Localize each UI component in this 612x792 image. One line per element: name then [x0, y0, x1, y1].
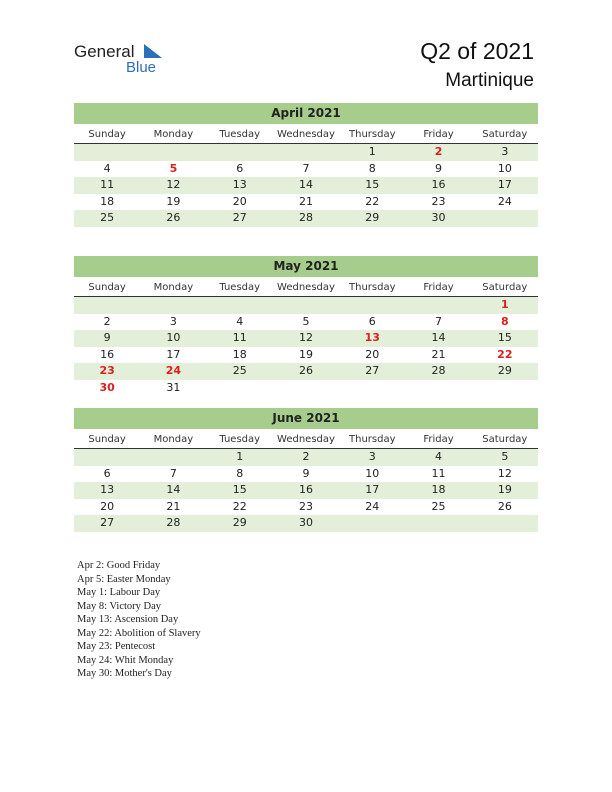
page-title: Q2 of 2021: [420, 38, 534, 64]
day-cell: 13: [232, 178, 247, 191]
day-cell: 8: [501, 314, 509, 328]
day-cell: [273, 297, 339, 314]
weekday-label: Monday: [153, 434, 194, 445]
day-cell: [207, 380, 273, 397]
day-cell: 1: [501, 298, 509, 311]
week-row: [74, 144, 538, 161]
day-cell: [405, 515, 471, 532]
day-cell: 9: [302, 466, 310, 480]
month-title: May 2021: [74, 256, 538, 277]
weekday-label: Monday: [153, 129, 194, 140]
holiday-item: May 23: Pentecost: [77, 641, 156, 652]
holiday-list: [77, 559, 377, 681]
month-title: June 2021: [74, 408, 538, 429]
weekday-label: Wednesday: [277, 129, 335, 140]
day-cell: 30: [298, 516, 313, 529]
week-row: [74, 363, 538, 380]
weekday-label: Wednesday: [277, 282, 335, 293]
day-cell: 23: [431, 194, 446, 208]
month-title: April 2021: [74, 103, 538, 124]
month-1: [74, 256, 538, 396]
weekday-label: Monday: [153, 282, 194, 293]
weekday-label: Tuesday: [219, 129, 261, 140]
day-cell: 9: [435, 161, 443, 175]
day-cell: 22: [365, 194, 380, 208]
day-cell: [472, 210, 538, 227]
holiday-item: May 30: Mother's Day: [77, 668, 172, 679]
day-cell: 2: [302, 450, 310, 463]
day-cell: 23: [99, 364, 115, 377]
day-cell: 29: [365, 211, 380, 224]
day-cell: 2: [103, 314, 111, 328]
day-cell: 22: [497, 347, 513, 361]
day-cell: [339, 380, 405, 397]
day-cell: 17: [365, 483, 380, 496]
day-cell: 12: [166, 178, 181, 191]
day-cell: 26: [166, 211, 181, 224]
week-row: [74, 210, 538, 227]
weekday-label: Friday: [423, 434, 454, 445]
weekday-label: Thursday: [349, 434, 396, 445]
day-cell: 18: [232, 347, 247, 361]
day-cell: 19: [298, 347, 313, 361]
day-cell: 16: [298, 483, 313, 496]
day-cell: [140, 297, 206, 314]
holiday-item: May 8: Victory Day: [77, 600, 162, 612]
week-row: [74, 297, 538, 314]
day-cell: [472, 380, 538, 397]
week-row: [74, 347, 538, 364]
day-cell: 21: [298, 194, 313, 208]
weekday-header-row: [74, 279, 538, 297]
day-cell: 7: [302, 161, 310, 175]
day-cell: 3: [169, 314, 177, 328]
day-cell: 15: [232, 483, 247, 496]
day-cell: 3: [368, 450, 376, 463]
day-cell: 6: [103, 466, 111, 480]
day-cell: 10: [365, 466, 380, 480]
day-cell: [472, 515, 538, 532]
day-cell: [207, 144, 273, 161]
month-2: [74, 408, 538, 532]
weekday-label: Sunday: [88, 434, 126, 445]
day-cell: [74, 297, 140, 314]
day-cell: 28: [431, 364, 446, 377]
day-cell: [207, 297, 273, 314]
day-cell: 12: [298, 331, 313, 344]
day-cell: 28: [298, 211, 313, 224]
holiday-item: May 22: Abolition of Slavery: [77, 627, 201, 639]
week-row: [74, 482, 538, 499]
page-subtitle: Martinique: [445, 70, 534, 91]
weekday-label: Friday: [423, 282, 454, 293]
week-row: [74, 380, 538, 397]
logo-word-general: General: [74, 42, 135, 61]
weekday-label: Thursday: [349, 282, 396, 293]
day-cell: [74, 144, 140, 161]
week-row: [74, 314, 538, 331]
weekday-label: Thursday: [349, 129, 396, 140]
day-cell: 15: [365, 178, 380, 191]
day-cell: 27: [232, 211, 247, 224]
day-cell: 18: [100, 194, 115, 208]
day-cell: 9: [103, 331, 111, 344]
weekday-label: Friday: [423, 129, 454, 140]
day-cell: 14: [431, 331, 446, 344]
weekday-label: Wednesday: [277, 434, 335, 445]
day-cell: 11: [232, 331, 247, 344]
day-cell: 20: [365, 347, 380, 361]
day-cell: 7: [435, 314, 443, 328]
week-row: [74, 161, 538, 178]
day-cell: 17: [497, 178, 512, 191]
week-row: [74, 177, 538, 194]
weekday-label: Tuesday: [219, 282, 261, 293]
day-cell: [140, 449, 206, 466]
day-cell: 19: [166, 194, 181, 208]
day-cell: 4: [435, 450, 443, 463]
day-cell: 2: [434, 145, 443, 158]
week-row: [74, 194, 538, 211]
day-cell: 15: [497, 331, 512, 344]
day-cell: 27: [100, 516, 115, 529]
day-cell: 20: [232, 194, 247, 208]
day-cell: 1: [368, 145, 376, 158]
day-cell: 30: [431, 211, 446, 224]
day-cell: [273, 380, 339, 397]
day-cell: 26: [497, 499, 512, 513]
day-cell: 3: [501, 145, 509, 158]
day-cell: 10: [166, 331, 181, 344]
logo-triangle-icon: [140, 44, 164, 60]
holiday-item: May 1: Labour Day: [77, 587, 161, 598]
day-cell: 16: [431, 178, 446, 191]
day-cell: 4: [236, 314, 244, 328]
day-cell: 29: [497, 364, 512, 377]
day-cell: 16: [100, 347, 115, 361]
day-cell: 25: [431, 499, 446, 513]
day-cell: 6: [368, 314, 376, 328]
day-cell: 19: [497, 483, 512, 496]
day-cell: 30: [99, 380, 115, 394]
day-cell: 20: [100, 499, 115, 513]
day-cell: 18: [431, 483, 446, 496]
week-row: [74, 499, 538, 516]
day-cell: 4: [103, 161, 111, 175]
day-cell: 23: [298, 499, 313, 513]
day-cell: [140, 144, 206, 161]
weekday-label: Sunday: [88, 282, 126, 293]
day-cell: 11: [431, 466, 446, 480]
logo-word-blue: Blue: [126, 59, 157, 76]
day-cell: 21: [431, 347, 446, 361]
logo: [74, 42, 174, 78]
day-cell: 13: [100, 483, 115, 496]
week-row: [74, 449, 538, 466]
day-cell: 21: [166, 499, 181, 513]
day-cell: 28: [166, 516, 181, 529]
day-cell: 24: [365, 499, 380, 513]
day-cell: 29: [232, 516, 247, 529]
day-cell: [339, 297, 405, 314]
weekday-header-row: [74, 431, 538, 449]
week-row: [74, 466, 538, 483]
day-cell: 5: [302, 314, 310, 328]
day-cell: [339, 515, 405, 532]
holiday-item: May 13: Ascension Day: [77, 614, 179, 625]
day-cell: [405, 380, 471, 397]
weekday-header-row: [74, 126, 538, 144]
day-cell: 17: [166, 347, 181, 361]
holiday-item: Apr 2: Good Friday: [77, 560, 161, 571]
week-row: [74, 330, 538, 347]
week-row: [74, 515, 538, 532]
day-cell: 8: [368, 161, 376, 175]
day-cell: 22: [232, 499, 247, 513]
weekday-label: Sunday: [88, 129, 126, 140]
day-cell: [405, 297, 471, 314]
day-cell: 7: [169, 466, 177, 480]
day-cell: [273, 144, 339, 161]
day-cell: 24: [497, 194, 512, 208]
day-cell: [74, 449, 140, 466]
day-cell: 25: [100, 211, 115, 224]
holiday-item: Apr 5: Easter Monday: [77, 573, 171, 585]
day-cell: 26: [298, 364, 313, 377]
day-cell: 14: [298, 178, 313, 191]
day-cell: 14: [166, 483, 181, 496]
day-cell: 5: [169, 161, 178, 175]
day-cell: 13: [364, 331, 380, 344]
weekday-label: Saturday: [482, 434, 528, 445]
holiday-item: May 24: Whit Monday: [77, 654, 174, 666]
day-cell: 5: [501, 450, 509, 463]
weekday-label: Tuesday: [219, 434, 261, 445]
day-cell: 1: [236, 450, 244, 463]
day-cell: 31: [166, 380, 181, 394]
day-cell: 27: [365, 364, 380, 377]
weekday-label: Saturday: [482, 129, 528, 140]
day-cell: 25: [232, 364, 247, 377]
day-cell: 24: [165, 364, 182, 377]
day-cell: 12: [497, 466, 512, 480]
weekday-label: Saturday: [482, 282, 528, 293]
month-0: [74, 103, 538, 227]
day-cell: 10: [497, 161, 512, 175]
day-cell: 11: [100, 178, 115, 191]
day-cell: 8: [236, 466, 244, 480]
day-cell: 6: [236, 161, 244, 175]
